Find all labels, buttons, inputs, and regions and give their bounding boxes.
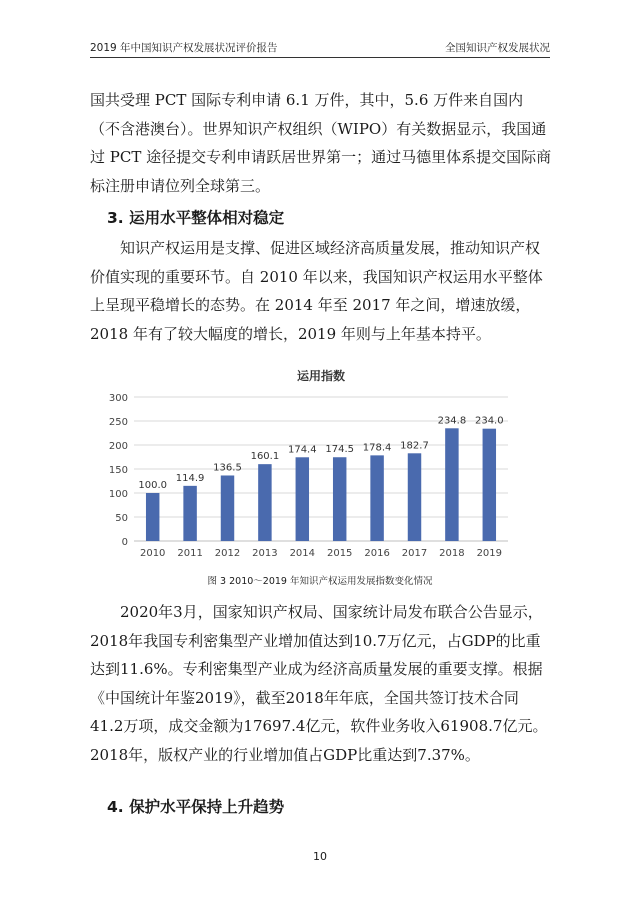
x-tick-label: 2016 (364, 548, 390, 559)
paragraph-pct-applications: 国共受理 PCT 国际专利申请 6.1 万件，其中，5.6 万件来自国内（不含港澳台）。世界知识产权组织（WIPO）有关数据显示，我国通过 PCT 途径提交专利申请跃居世界第一；通过马德里体系提交国际商标注册申请位列全球第三。 (90, 91, 552, 195)
bar-2013 (258, 464, 271, 541)
x-tick-label: 2015 (326, 548, 353, 559)
bar-2018 (445, 428, 458, 541)
section-3-paragraph (90, 234, 552, 348)
x-tick-label: 2017 (401, 548, 428, 559)
bar-2015 (333, 457, 346, 541)
figure-caption: 图 3 2010～2019 年知识产权运用发展指数变化情况 (207, 576, 433, 587)
chart-title: 运用指数 (296, 369, 346, 383)
section-4-heading: 4. 保护水平保持上升趋势 (107, 798, 285, 816)
y-tick-label: 100 (108, 489, 128, 500)
x-tick-label: 2019 (476, 548, 503, 559)
x-tick-label: 2011 (177, 548, 203, 559)
y-tick-label: 300 (108, 393, 128, 404)
y-tick-label: 0 (121, 537, 128, 548)
y-tick-label: 200 (108, 441, 128, 452)
bar-2016 (370, 455, 383, 541)
bar-2019 (483, 429, 496, 541)
x-tick-label: 2010 (139, 548, 166, 559)
data-label: 174.4 (287, 444, 317, 456)
bar-2014 (296, 457, 309, 541)
data-label: 178.4 (362, 442, 392, 454)
chart-svg (90, 360, 552, 570)
x-tick-label: 2012 (214, 548, 241, 559)
bar-2017 (408, 453, 421, 541)
data-label: 174.5 (325, 444, 355, 456)
paragraph-patent-intensive-industries (90, 598, 552, 769)
bar-2010 (146, 493, 159, 541)
y-tick-label: 250 (108, 417, 128, 428)
data-label: 182.7 (400, 440, 429, 452)
page-header (90, 40, 550, 60)
header-divider (90, 57, 550, 58)
data-label: 136.5 (213, 462, 242, 474)
section-3-paragraph-text: 知识产权运用是支撑、促进区域经济高质量发展，推动知识产权价值实现的重要环节。自 2010 年以来，我国知识产权运用水平整体上呈现平稳增长的态势。在 2014 年至 2017 年之间，增速放缓，2018 年有了较大幅度的增长，2019 年则与上年基本持平。 (90, 239, 543, 343)
x-tick-label: 2018 (439, 548, 465, 559)
paragraph-3-text: 2020年3月，国家知识产权局、国家统计局发布联合公告显示，2018年我国专利密集型产业增加值达到10.7万亿元，占GDP的比重达到11.6%。专利密集型产业成为经济高质量发展的重要支撑。根据《中国统计年鉴2019》，截至2018年年底，全国共签订技术合同41.2万项，成交金额为17697.4亿元，软件业务收入61908.7亿元。2018年，版权产业的行业增加值占GDP比重达到7.37%。 (90, 603, 548, 764)
utilization-index-chart (90, 360, 552, 570)
bar-2011 (183, 486, 196, 541)
page-number: 10 (313, 850, 327, 863)
section-3-heading: 3. 运用水平整体相对稳定 (107, 209, 285, 227)
data-label: 160.1 (250, 451, 280, 463)
header-section-title: 全国知识产权发展状况 (445, 42, 550, 54)
x-tick-label: 2014 (289, 548, 316, 559)
data-label: 100.0 (138, 480, 168, 491)
header-report-title: 2019 年中国知识产权发展状况评价报告 (90, 42, 278, 54)
y-tick-label: 50 (115, 513, 128, 524)
data-label: 114.9 (175, 472, 205, 484)
bar-2012 (221, 475, 234, 541)
y-tick-label: 150 (108, 465, 128, 476)
data-label: 234.8 (437, 415, 467, 427)
x-tick-label: 2013 (252, 548, 278, 559)
data-label: 234.0 (474, 415, 504, 427)
